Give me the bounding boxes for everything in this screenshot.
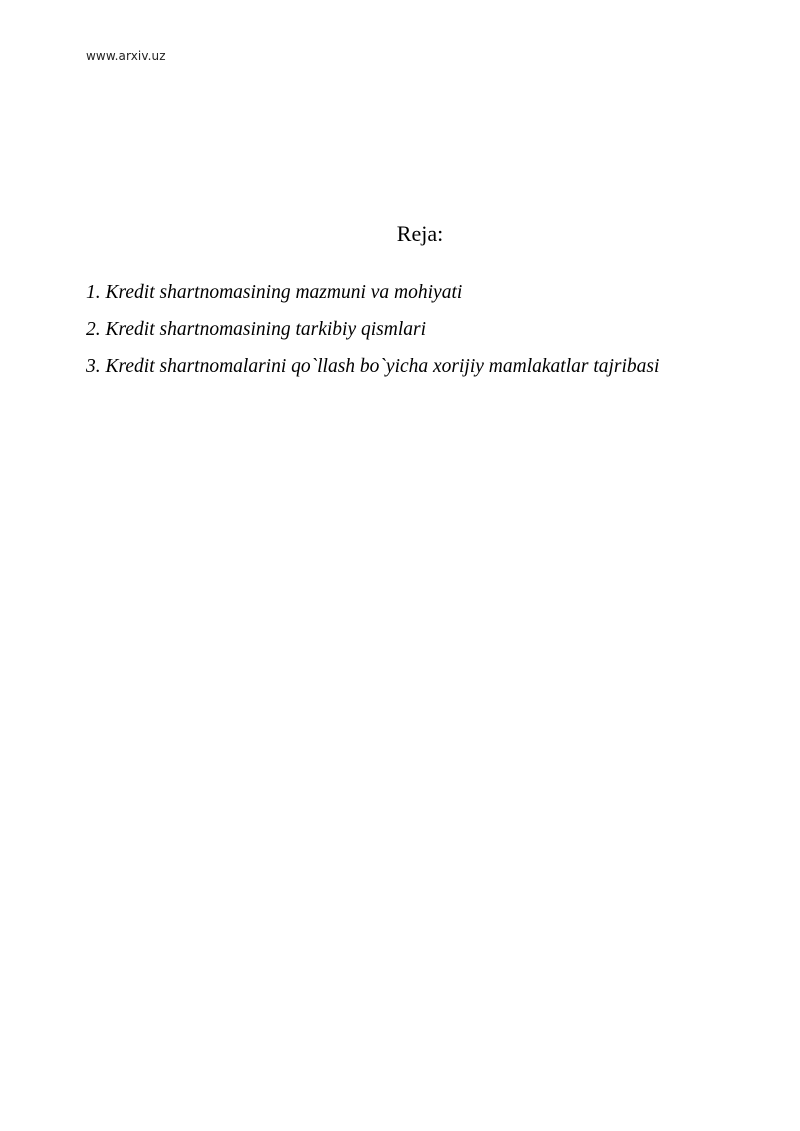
plan-item: 3. Kredit shartnomalarini qo`llash bo`yicha xorijiy mamlakatlar tajribasi	[86, 356, 660, 377]
plan-title: Reja:	[396, 221, 444, 246]
plan-list	[86, 274, 659, 385]
plan-item: 2. Kredit shartnomasining tarkibiy qismlari	[86, 319, 427, 340]
header-url: www.arxiv.uz	[86, 49, 166, 63]
plan-item: 1. Kredit shartnomasining mazmuni va mohiyati	[86, 282, 463, 303]
